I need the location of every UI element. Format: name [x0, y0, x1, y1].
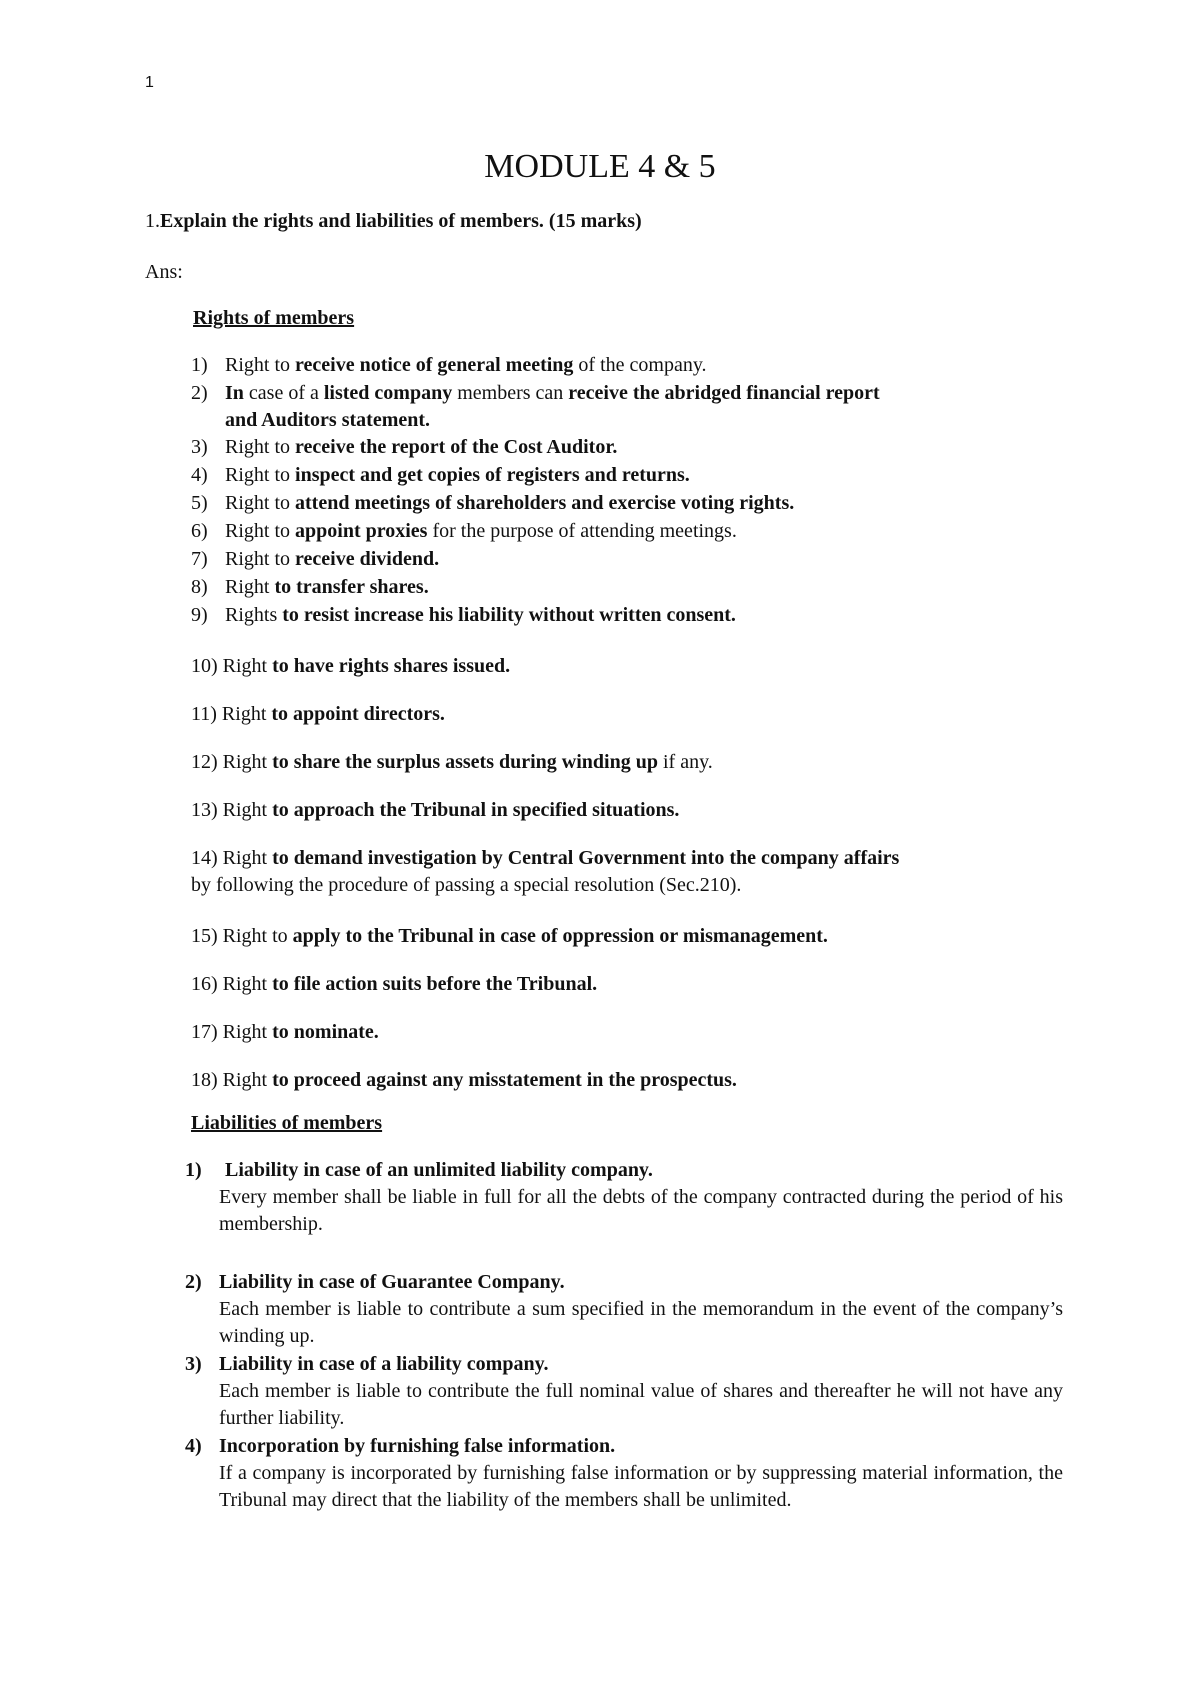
bold-text: to share the surplus assets during winding up [272, 751, 658, 773]
text: 17) Right [191, 1021, 273, 1043]
question-text: Explain the rights and liabilities of members. (15 marks) [160, 210, 642, 232]
text: Right to [225, 520, 296, 542]
text: Rights [225, 604, 283, 626]
list-item-number: 7) [191, 548, 208, 570]
list-item [191, 923, 828, 950]
bold-text: receive the report of the Cost Auditor. [295, 436, 618, 458]
page-title: MODULE 4 & 5 [484, 148, 716, 185]
liability-number: 4) [185, 1435, 202, 1457]
text: 18) Right [191, 1069, 273, 1091]
bold-text: apply to the Tribunal in case of oppression or mismanagement. [292, 925, 828, 947]
bold-text: to file action suits before the Tribunal. [272, 973, 598, 995]
list-item [191, 971, 597, 998]
list-item-text-continued: by following the procedure of passing a special resolution (Sec.210). [191, 874, 742, 896]
liability-number: 3) [185, 1353, 202, 1375]
bold-text: to appoint directors. [271, 703, 445, 725]
bold-text: to demand investigation by Central Government into the company affairs [272, 847, 900, 869]
text: 14) Right [191, 847, 273, 869]
list-item-number: 6) [191, 520, 208, 542]
list-item-text [225, 352, 707, 379]
list-item-text [225, 546, 439, 573]
liability-title: Liability in case of a liability company. [219, 1353, 549, 1375]
list-item-number: 8) [191, 576, 208, 598]
text: Right to [225, 548, 296, 570]
question-number: 1. [145, 210, 160, 232]
list-item [191, 1067, 737, 1094]
bold-text: In [225, 382, 244, 404]
text: 10) Right [191, 655, 273, 677]
list-item [191, 653, 510, 680]
bold-text: inspect and get copies of registers and returns. [295, 464, 690, 486]
bold-text: to proceed against any misstatement in the prospectus. [272, 1069, 737, 1091]
rights-heading: Rights of members [193, 307, 355, 329]
liability-number: 2) [185, 1271, 202, 1293]
liability-title: Incorporation by furnishing false information. [219, 1435, 616, 1457]
list-item-number: 4) [191, 464, 208, 486]
bold-text: to resist increase his liability without written consent. [282, 604, 736, 626]
liability-title: Liability in case of Guarantee Company. [219, 1271, 565, 1293]
list-item-text-continued: and Auditors statement. [225, 409, 431, 431]
list-item [191, 1019, 379, 1046]
list-item-number: 1) [191, 354, 208, 376]
bold-text: listed company [323, 382, 453, 404]
text: Right to [225, 464, 296, 486]
bold-text: appoint proxies [295, 520, 428, 542]
list-item-number: 2) [191, 382, 208, 404]
list-item-number: 9) [191, 604, 208, 626]
text: 11) Right [191, 703, 272, 725]
text: Right [225, 576, 275, 598]
text: 13) Right [191, 799, 273, 821]
list-item [191, 845, 899, 872]
bold-text: to transfer shares. [274, 576, 429, 598]
text: 12) Right [191, 751, 273, 773]
liability-description: Every member shall be liable in full for all the debts of the company contracted during the period of his membership. [219, 1186, 1063, 1235]
list-item [191, 701, 445, 728]
list-item-text [225, 490, 794, 517]
list-item-text [225, 518, 737, 545]
list-item-text [225, 602, 736, 629]
text: 16) Right [191, 973, 273, 995]
list-item-number: 5) [191, 492, 208, 514]
question [145, 210, 642, 233]
list-item [191, 797, 679, 824]
bold-text: to approach the Tribunal in specified situations. [272, 799, 680, 821]
text: 15) Right to [191, 925, 293, 947]
list-item-number: 3) [191, 436, 208, 458]
text: members can [452, 382, 569, 404]
page-number: 1 [145, 74, 154, 91]
bold-text: receive the abridged financial report [568, 382, 880, 404]
bold-text: to have rights shares issued. [272, 655, 511, 677]
liabilities-heading: Liabilities of members [191, 1112, 383, 1134]
text: of the company. [573, 354, 707, 376]
bold-text: receive dividend. [295, 548, 440, 570]
liability-description: Each member is liable to contribute a sum specified in the memorandum in the event of the company’s winding up. [219, 1298, 1063, 1347]
list-item-text [225, 462, 690, 489]
text: Right to [225, 492, 296, 514]
list-item-text [225, 380, 880, 407]
list-item [191, 749, 713, 776]
list-item-text [225, 574, 429, 601]
bold-text: to nominate. [272, 1021, 379, 1043]
text: Right to [225, 354, 296, 376]
answer-label: Ans: [145, 261, 183, 283]
text: case of a [243, 382, 324, 404]
bold-text: receive notice of general meeting [295, 354, 574, 376]
text: if any. [657, 751, 713, 773]
liability-number: 1) [185, 1159, 202, 1181]
text: Right to [225, 436, 296, 458]
list-item-text [225, 434, 617, 461]
liability-title: Liability in case of an unlimited liability company. [225, 1159, 653, 1181]
liability-description: If a company is incorporated by furnishing false information or by suppressing material information, the Tribunal may direct that the liability of the members shall be unlimited. [219, 1462, 1063, 1511]
liability-description: Each member is liable to contribute the full nominal value of shares and thereafter he will not have any further liability. [219, 1380, 1063, 1429]
text: for the purpose of attending meetings. [427, 520, 737, 542]
bold-text: attend meetings of shareholders and exercise voting rights. [295, 492, 795, 514]
